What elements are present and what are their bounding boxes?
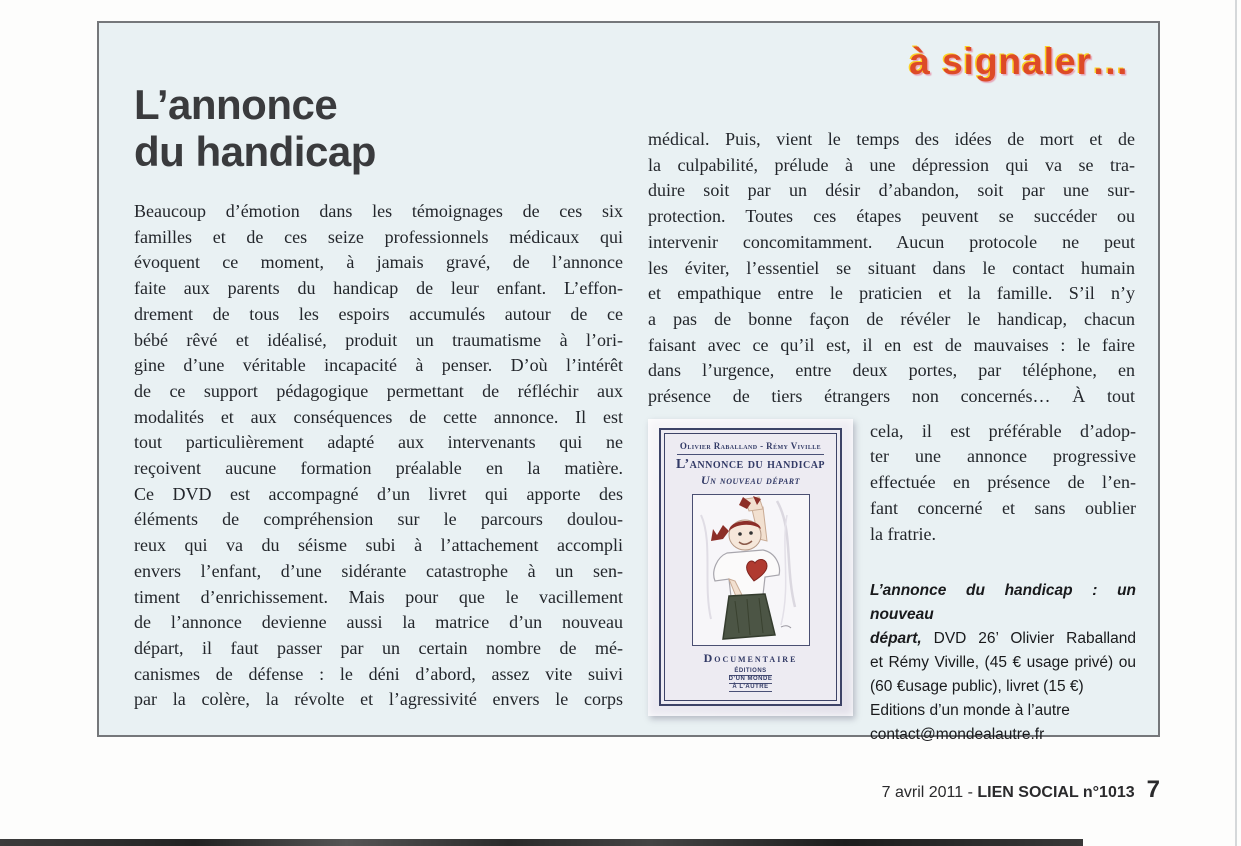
text-line: a pas de bonne façon de révéler le handicap, chacun	[648, 308, 1135, 329]
text-line: drement de tous les espoirs accumulés autour de ce	[134, 303, 623, 324]
article-title-line1: L’annonce	[134, 81, 338, 128]
text-line: évoquent ce moment, à jamais gravé, de l’annonce	[134, 252, 623, 273]
dvd-cover-inner	[664, 433, 837, 701]
caption-line: L’annonce du handicap : un nouveau	[870, 582, 1136, 624]
text-line: gine d’une véritable incapacité à penser. D’où l’intérêt	[134, 355, 623, 376]
text-line: protection. Toutes ces étapes peuvent se succéder ou	[648, 206, 1135, 227]
text-line: la fratrie.	[870, 523, 936, 544]
text-line: de ce support pédagogique permettant de réfléchir aux	[134, 380, 623, 401]
media-row	[648, 419, 1135, 748]
right-column-text	[648, 127, 1135, 410]
article-box	[97, 21, 1160, 744]
dvd-publisher-line: À L’AUTRE	[729, 684, 773, 692]
text-line: dans l’urgence, entre deux portes, par téléphone, en	[648, 360, 1135, 381]
dvd-publisher-line: D’UN MONDE	[728, 676, 773, 683]
right-column	[648, 127, 1135, 747]
dvd-authors: Olivier Raballand - Rémy Viville	[679, 441, 822, 452]
text-line: fant concerné et sans oublier	[870, 497, 1136, 518]
text-line: présence de tiers étrangers non concernés… À tout	[648, 386, 1135, 407]
scan-edge-line	[1235, 0, 1237, 846]
text-line: timent d’enrichissement. Mais pour que le vacillement	[134, 586, 623, 607]
dvd-publisher-line: ÉDITIONS	[729, 668, 773, 676]
text-line: faisant avec ce qu’il est, il en est de mauvaises : le faire	[648, 334, 1135, 355]
text-line: la culpabilité, prélude à une dépression qui va se tra-	[648, 154, 1135, 175]
dvd-caption	[870, 579, 1136, 747]
wrap-text-and-caption	[870, 419, 1136, 748]
text-line: reux qui va du séisme subi à l’attachement accompli	[134, 535, 623, 556]
caption-line: départ, DVD 26’ Olivier Raballand	[870, 630, 1136, 648]
text-line: ter une annonce progressive	[870, 446, 1136, 467]
dvd-cover-photo	[648, 419, 853, 716]
text-line: envers l’enfant, d’une sidérante catastrophe à un sen-	[134, 560, 623, 581]
caption-email: contact@mondealautre.fr	[870, 726, 1045, 744]
text-line: reçoivent aucune formation préalable en la matière.	[134, 458, 623, 479]
text-line: tout particulièrement adapté aux intervenants qui ne	[134, 432, 623, 453]
dvd-publisher-logo	[729, 668, 773, 692]
text-line: familles et de ces seize professionnels médicaux qui	[134, 226, 623, 247]
child-illustration	[693, 495, 807, 643]
caption-line: et Rémy Viville, (45 € usage privé) ou	[870, 654, 1136, 672]
text-line: effectuée en présence de l’en-	[870, 472, 1136, 493]
section-header: à signaler…	[909, 41, 1130, 82]
article-title-line2: du handicap	[134, 128, 376, 175]
dvd-subtitle: Un nouveau départ	[700, 473, 801, 488]
page-footer	[0, 776, 1160, 804]
caption-line: (60 €usage public), livret (15 €)	[870, 678, 1084, 696]
dvd-illustration-frame	[692, 494, 810, 646]
article-title	[134, 81, 376, 175]
divider	[677, 454, 824, 455]
text-line: intervenir concomitamment. Aucun protocole ne peut	[648, 231, 1135, 252]
text-line: Ce DVD est accompagné d’un livret qui apporte des	[134, 483, 623, 504]
text-line: et empathique entre le praticien et la famille. S’il n’y	[648, 283, 1135, 304]
dvd-cover	[659, 428, 842, 706]
caption-line: Editions d’un monde à l’autre	[870, 702, 1070, 720]
text-line: Beaucoup d’émotion dans les témoignages de ces six	[134, 201, 623, 221]
text-line: faite aux parents du handicap de leur enfant. L’effon-	[134, 278, 623, 299]
text-line: par la colère, la révolte et l’agressivité envers le corps	[134, 689, 623, 710]
dvd-title: L’annonce du handicap	[675, 457, 826, 473]
text-line: cela, il est préférable d’adop-	[870, 420, 1136, 441]
footer-journal: LIEN SOCIAL n°1013	[977, 784, 1135, 801]
text-line: médical. Puis, vient le temps des idées de mort et de	[648, 129, 1135, 149]
page-number: 7	[1146, 776, 1160, 803]
text-line: de l’annonce devienne aussi la matrice d’un nouveau	[134, 612, 623, 633]
scan-edge-bar	[0, 839, 1083, 846]
footer-date: 7 avril 2011 -	[881, 784, 978, 801]
dvd-genre: Documentaire	[703, 651, 798, 666]
wrap-text	[870, 419, 1136, 548]
text-line: duire soit par un désir d’abandon, soit par une sur-	[648, 180, 1135, 201]
text-line: éléments de compréhension sur le parcours doulou-	[134, 509, 623, 530]
left-column	[134, 199, 623, 713]
text-line: départ, il faut passer par un certain nombre de mé-	[134, 637, 623, 658]
text-line: bébé rêvé et idéalisé, produit un traumatisme à l’ori-	[134, 329, 623, 350]
text-line: modalités et aux conséquences de cette annonce. Il est	[134, 406, 623, 427]
text-line: les éviter, l’essentiel se situant dans le contact humain	[648, 257, 1135, 278]
text-line: canismes de défense : le déni d’abord, assez vite suivi	[134, 663, 623, 684]
